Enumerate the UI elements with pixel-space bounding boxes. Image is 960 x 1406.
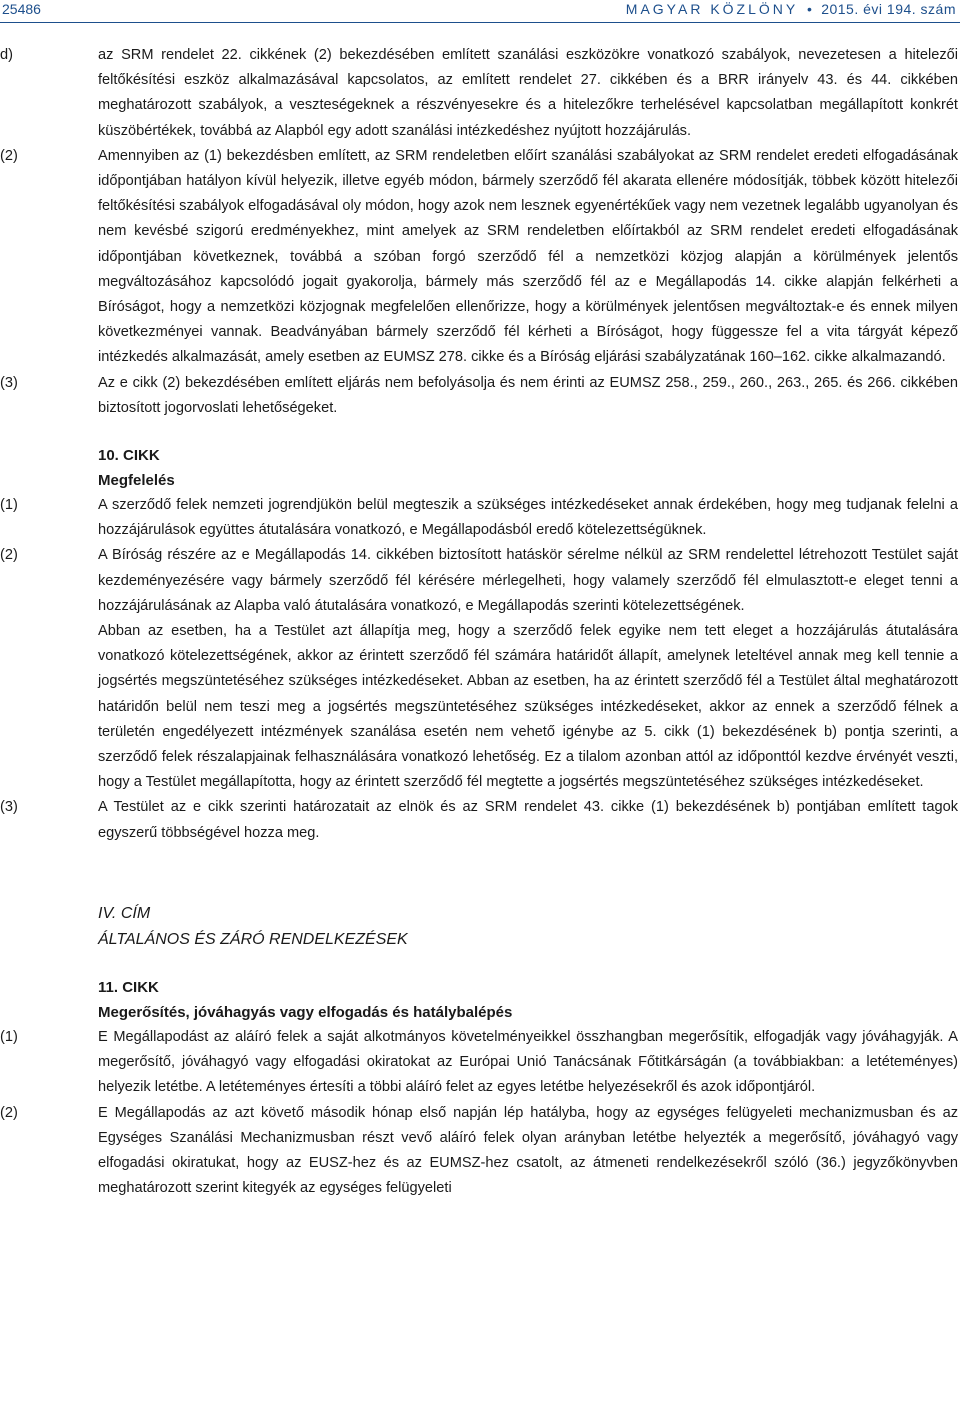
- title-4-heading: IV. CÍM: [98, 904, 151, 922]
- paragraph-number: (3): [0, 374, 18, 391]
- paragraph-11-1: [0, 1025, 960, 1101]
- paragraph-number: (1): [0, 497, 18, 514]
- header-rule: [0, 22, 960, 23]
- paragraph-10-3: [0, 795, 960, 845]
- article-10-heading: 10. CIKK: [98, 447, 160, 465]
- page-header: [0, 0, 960, 26]
- article-10-title: Megfelelés: [98, 472, 175, 490]
- page-number: 25486: [2, 1, 41, 17]
- paragraph-text: E Megállapodást az aláíró felek a saját alkotmányos követelményeikkel összhangban megerősítik, elfogadják vagy jóváhagyják. A megerősítő, jóváhagyó vagy elfogadási okiratokat az Európai Unió Tanácsának Főtitkárságán (a továbbiakban: a letéteményes) helyezik letétbe. A letéteményes értesíti a többi aláíró felet az egyes letétbe helyezésekről és azok időpontjáról.: [98, 1028, 958, 1096]
- header-separator: •: [807, 1, 813, 17]
- paragraph-number: (1): [0, 1028, 18, 1045]
- paragraph-number: (2): [0, 1104, 18, 1121]
- paragraph-number: (2): [0, 547, 18, 564]
- paragraph-11-2: [0, 1101, 960, 1202]
- paragraph-d: [0, 43, 960, 144]
- article-11-heading: 11. CIKK: [98, 978, 159, 996]
- title-4-title: ÁLTALÁNOS ÉS ZÁRÓ RENDELKEZÉSEK: [98, 930, 408, 948]
- paragraph-number: (2): [0, 147, 18, 164]
- document-body: [0, 43, 960, 1201]
- journal-title: [626, 1, 956, 17]
- paragraph-text: Amennyiben az (1) bekezdésben említett, az SRM rendeletben előírt szanálási szabályokat az SRM rendelet eredeti elfogadásának időpontjában hatályon kívül helyezik, illetve egyéb módon, bármely szerződő fél akarata ellenére módosítják, többek között hitelezői feltőkésítési szabályok elfogadásával oly módon, hogy azok nem lesznek egyenértékűek vagy nem vezetnek legalább ugyanolyan és nem kevésbé szigorú eredményekhez, mint amelyek az SRM rendeletben előírtakból az SRM rendelet eredeti elfogadásának időpontjában következnek, továbbá a szóban forgó szerződő fél a nemzetközi közjog alapján a körülmények jelentős megváltozásához kapcsolódó jogait gyakorolja, bármely más szerződő fél az e Megállapodás 14. cikke alapján felkérheti a Bíróságot, hogy a nemzetközi közjognak megfelelően ellenőrizze, hogy a körülmények jelentősen megváltoztak-e és ennek milyen következményei vannak. Beadványában bármely szerződő fél kérheti a Bíróságot, hogy függessze fel a vita tárgyát képező intézkedés alkalmazását, amely esetben az EUMSZ 278. cikke és a Bíróság eljárási szabályzatának 160–162. cikke alkalmazandó.: [98, 147, 958, 366]
- issue-number: 2015. évi 194. szám: [821, 1, 956, 17]
- paragraph-text: Abban az esetben, ha a Testület azt állapítja meg, hogy a szerződő felek egyike nem tett eleget a hozzájárulás átutalására vonatkozó kötelezettségének, akkor az érintett szerződő fél számára határidőt állapít, amelynek leteltével annak meg kell tennie a jogsértés megszüntetéséhez szükséges intézkedéseket. Abban az esetben, ha az érintett szerződő fél a Testület által meghatározott határidőn belül nem teszi meg a jogsértés megszüntetéséhez szükséges intézkedéseket, akkor az ennek a szerződő félnek a területén engedélyezett intézmények szanálása esetén nem vehető igénybe az 5. cikk (1) bekezdésének b) pontja szerinti, a szerződő felek részalapjainak felhasználására vonatkozó lehetőség. Ez a tilalom azonban attól az időponttól kezdve érvényét veszti, hogy a Testület megállapította, hogy az érintett szerződő fél megtette a jogsértés megszüntetéséhez szükséges intézkedéseket.: [98, 623, 958, 791]
- item-letter: d): [0, 47, 13, 63]
- paragraph-9-2: [0, 144, 960, 371]
- paragraph-9-3: [0, 371, 960, 421]
- paragraph-text: A Testület az e cikk szerinti határozatait az elnök és az SRM rendelet 43. cikke (1) bekezdésének b) pontjában említett tagok egyszerű többségével hozza meg.: [98, 799, 958, 841]
- paragraph-number: (3): [0, 799, 18, 816]
- journal-name: MAGYAR KÖZLÖNY: [625, 1, 799, 17]
- paragraph-text: A Bíróság részére az e Megállapodás 14. cikkében biztosított hatáskör sérelme nélkül az SRM rendelettel létrehozott Testület saját kezdeményezésére vagy bármely szerződő fél kérésére mérlegelheti, hogy valamely szerződő fél elmulasztott-e eleget tenni a hozzájárulásának az Alapba való átutalására vonatkozó, e Megállapodás szerinti kötelezettségének.: [98, 547, 958, 614]
- paragraph-text: Az e cikk (2) bekezdésében említett eljárás nem befolyásolja és nem érinti az EUMSZ 258., 259., 260., 263., 265. és 266. cikkében biztosított jogorvoslati lehetőségeket.: [98, 374, 958, 416]
- paragraph-10-1: [0, 493, 960, 543]
- paragraph-text: E Megállapodás az azt követő második hónap első napján lép hatályba, hogy az egységes felügyeleti mechanizmusban és az Egységes Szanálási Mechanizmusban részt vevő aláíró felek olyan arányban letétbe helyezték a megerősítő, jóváhagyó vagy elfogadási okiratukat, hogy az EUSZ-hez és az EUMSZ-hez csatolt, az átmeneti rendelkezésekről szóló (36.) jegyzőkönyvben meghatározott szerint kitegyék az egységes felügyeleti: [98, 1104, 958, 1197]
- paragraph-text: A szerződő felek nemzeti jogrendjükön belül megteszik a szükséges intézkedéseket annak érdekében, hogy meg tudjanak felelni a hozzájárulások együttes átutalására vonatkozó, e Megállapodásból eredő kötelezettségüknek.: [98, 497, 958, 539]
- paragraph-10-2: [0, 543, 960, 795]
- paragraph-text: az SRM rendelet 22. cikkének (2) bekezdésében említett szanálási eszközökre vonatkozó szabályok, nevezetesen a hitelezői feltőkésítési eszköz alkalmazásával kapcsolatos, az említett rendelet 27. cikkében és a BRR irányelv 43. és 44. cikkében meghatározott szabályok, a veszteségeknek a részvényesekre és a hitelezőkre terhelésével kapcsolatban megállapított konkrét küszöbértékek, továbbá az Alapból egy adott szanálási intézkedéshez nyújtott hozzájárulás.: [98, 47, 958, 139]
- article-11-title: Megerősítés, jóváhagyás vagy elfogadás és hatálybalépés: [98, 1003, 513, 1021]
